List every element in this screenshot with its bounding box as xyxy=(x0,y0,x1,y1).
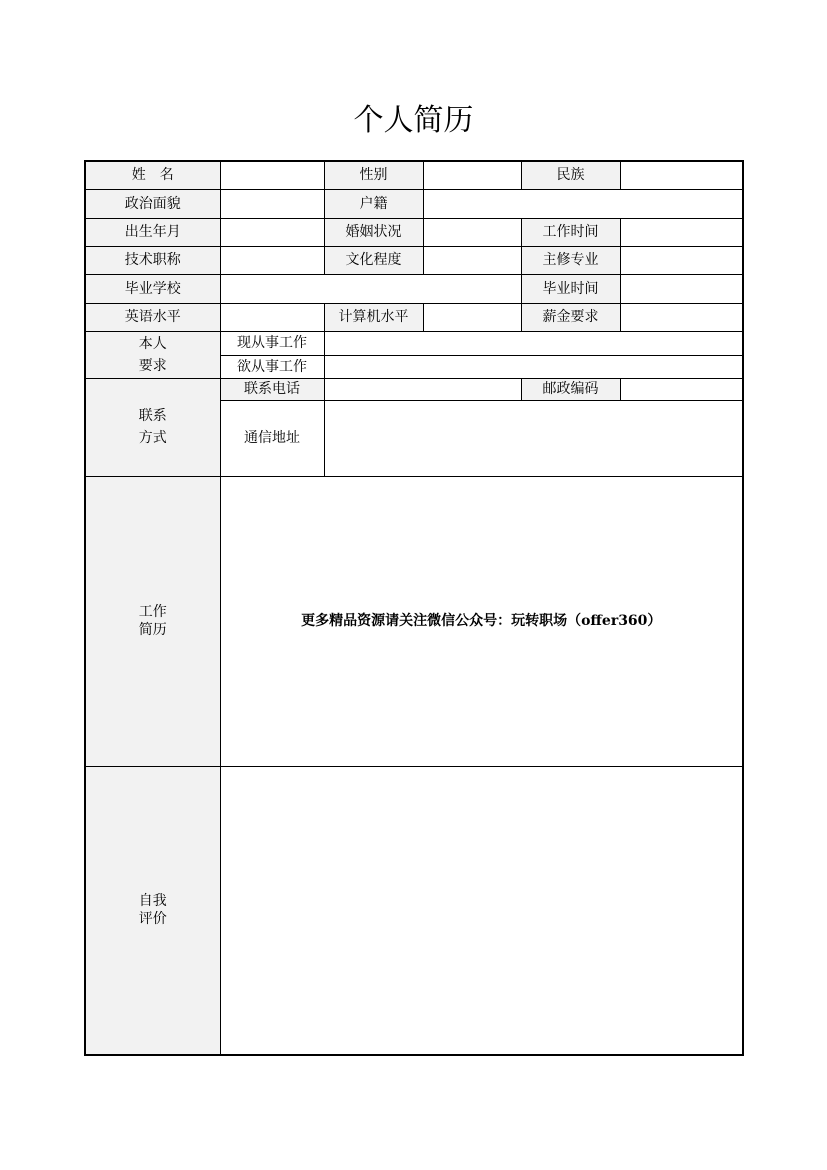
tech-title-field[interactable] xyxy=(220,246,324,274)
political-label: 政治面貌 xyxy=(85,189,220,218)
resume-table xyxy=(84,160,744,1056)
contact-label-line2: 方式 xyxy=(138,430,167,446)
phone-label: 联系电话 xyxy=(220,378,324,400)
ethnicity-field[interactable] xyxy=(620,161,743,189)
work-time-label: 工作时间 xyxy=(521,218,620,246)
gender-label: 性别 xyxy=(324,161,423,189)
salary-field[interactable] xyxy=(620,303,743,331)
school-label: 毕业学校 xyxy=(85,274,220,303)
education-label: 文化程度 xyxy=(324,246,423,274)
self-evaluation-label-line2: 评价 xyxy=(138,911,167,928)
work-time-field[interactable] xyxy=(620,218,743,246)
tech-title-label: 技术职称 xyxy=(85,246,220,274)
work-history-label-line2: 简历 xyxy=(138,622,167,638)
grad-time-label: 毕业时间 xyxy=(521,274,620,303)
birth-label: 出生年月 xyxy=(85,218,220,246)
page-title: 个人简历 xyxy=(353,103,474,138)
contact-label-line1: 联系 xyxy=(138,408,167,424)
household-label: 户籍 xyxy=(324,189,423,218)
phone-field[interactable] xyxy=(324,378,521,400)
requirements-label xyxy=(85,331,220,378)
major-field[interactable] xyxy=(620,246,743,274)
computer-label: 计算机水平 xyxy=(324,303,423,331)
wechat-promo-note: 更多精品资源请关注微信公众号：玩转职场（offer360） xyxy=(301,613,662,629)
postcode-field[interactable] xyxy=(620,378,743,400)
current-job-field[interactable] xyxy=(324,331,743,355)
desired-job-label: 欲从事工作 xyxy=(220,355,324,378)
birth-field[interactable] xyxy=(220,218,324,246)
marital-label: 婚姻状况 xyxy=(324,218,423,246)
grad-time-field[interactable] xyxy=(620,274,743,303)
school-field[interactable] xyxy=(220,274,521,303)
salary-label: 薪金要求 xyxy=(521,303,620,331)
ethnicity-label: 民族 xyxy=(521,161,620,189)
postcode-label: 邮政编码 xyxy=(521,378,620,400)
work-history-field[interactable] xyxy=(220,476,743,766)
requirements-label-line2: 要求 xyxy=(138,357,167,374)
name-label: 姓 名 xyxy=(85,161,220,189)
gender-field[interactable] xyxy=(423,161,521,189)
address-field[interactable] xyxy=(324,400,743,476)
marital-field[interactable] xyxy=(423,218,521,246)
work-history-label-line1: 工作 xyxy=(138,604,167,620)
english-label: 英语水平 xyxy=(85,303,220,331)
computer-field[interactable] xyxy=(423,303,521,331)
desired-job-field[interactable] xyxy=(324,355,743,378)
address-label: 通信地址 xyxy=(220,400,324,476)
current-job-label: 现从事工作 xyxy=(220,331,324,355)
self-evaluation-label xyxy=(85,766,220,1055)
requirements-label-line1: 本人 xyxy=(138,335,167,352)
name-field[interactable] xyxy=(220,161,324,189)
contact-label xyxy=(85,378,220,476)
political-field[interactable] xyxy=(220,189,324,218)
work-history-label xyxy=(85,476,220,766)
education-field[interactable] xyxy=(423,246,521,274)
self-evaluation-label-line1: 自我 xyxy=(138,893,167,910)
household-field[interactable] xyxy=(423,189,743,218)
self-evaluation-field[interactable] xyxy=(220,766,743,1055)
major-label: 主修专业 xyxy=(521,246,620,274)
english-field[interactable] xyxy=(220,303,324,331)
